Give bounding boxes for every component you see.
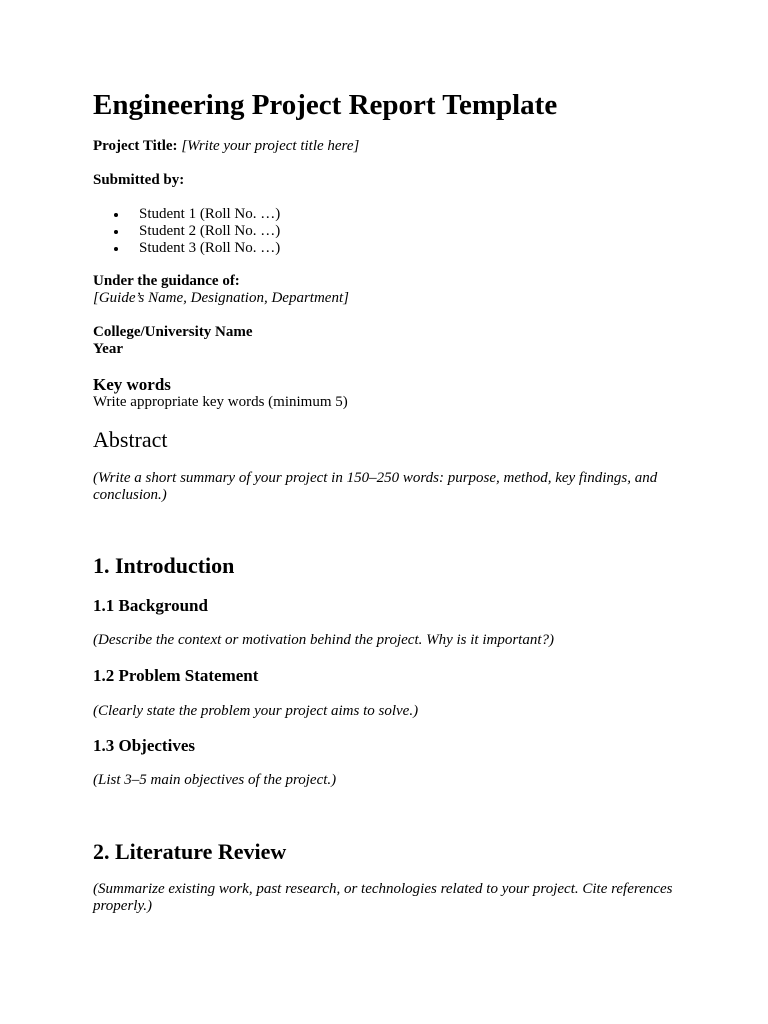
introduction-heading: 1. Introduction xyxy=(93,553,235,578)
background-heading: 1.1 Background xyxy=(93,596,208,615)
project-title-line xyxy=(93,138,359,155)
document-title: Engineering Project Report Template xyxy=(93,89,558,121)
background-text: (Describe the context or motivation behind the project. Why is it important?) xyxy=(93,632,555,648)
objectives-heading: 1.3 Objectives xyxy=(93,736,195,755)
list-item xyxy=(93,223,493,240)
student-name: Student 3 (Roll No. …) xyxy=(139,240,281,256)
keywords-heading: Key words xyxy=(93,375,171,394)
year-label: Year xyxy=(93,341,123,357)
student-list xyxy=(93,206,493,257)
list-item xyxy=(93,206,493,223)
submitted-by-label: Submitted by: xyxy=(93,172,185,188)
student-name: Student 1 (Roll No. …) xyxy=(139,206,281,222)
bullet-icon xyxy=(114,247,118,251)
student-name: Student 2 (Roll No. …) xyxy=(139,223,281,239)
literature-review-heading: 2. Literature Review xyxy=(93,839,287,864)
bullet-icon xyxy=(114,230,118,234)
list-item xyxy=(93,240,493,257)
guidance-value: [Guide’s Name, Designation, Department] xyxy=(93,290,349,306)
objectives-text: (List 3–5 main objectives of the project.) xyxy=(93,772,337,788)
college-label: College/University Name xyxy=(93,324,253,340)
literature-review-text: (Summarize existing work, past research, or technologies related to your project. Cite references properly.) xyxy=(93,881,673,914)
guidance-label: Under the guidance of: xyxy=(93,273,240,289)
project-title-value: [Write your project title here] xyxy=(181,138,360,154)
bullet-icon xyxy=(114,213,118,217)
problem-statement-text: (Clearly state the problem your project aims to solve.) xyxy=(93,703,419,719)
problem-statement-heading: 1.2 Problem Statement xyxy=(93,666,259,685)
abstract-text: (Write a short summary of your project in 150–250 words: purpose, method, key findings, and conclusion.) xyxy=(93,470,658,503)
keywords-text: Write appropriate key words (minimum 5) xyxy=(93,394,348,410)
abstract-heading: Abstract xyxy=(93,427,168,452)
project-title-label: Project Title: xyxy=(93,138,178,154)
